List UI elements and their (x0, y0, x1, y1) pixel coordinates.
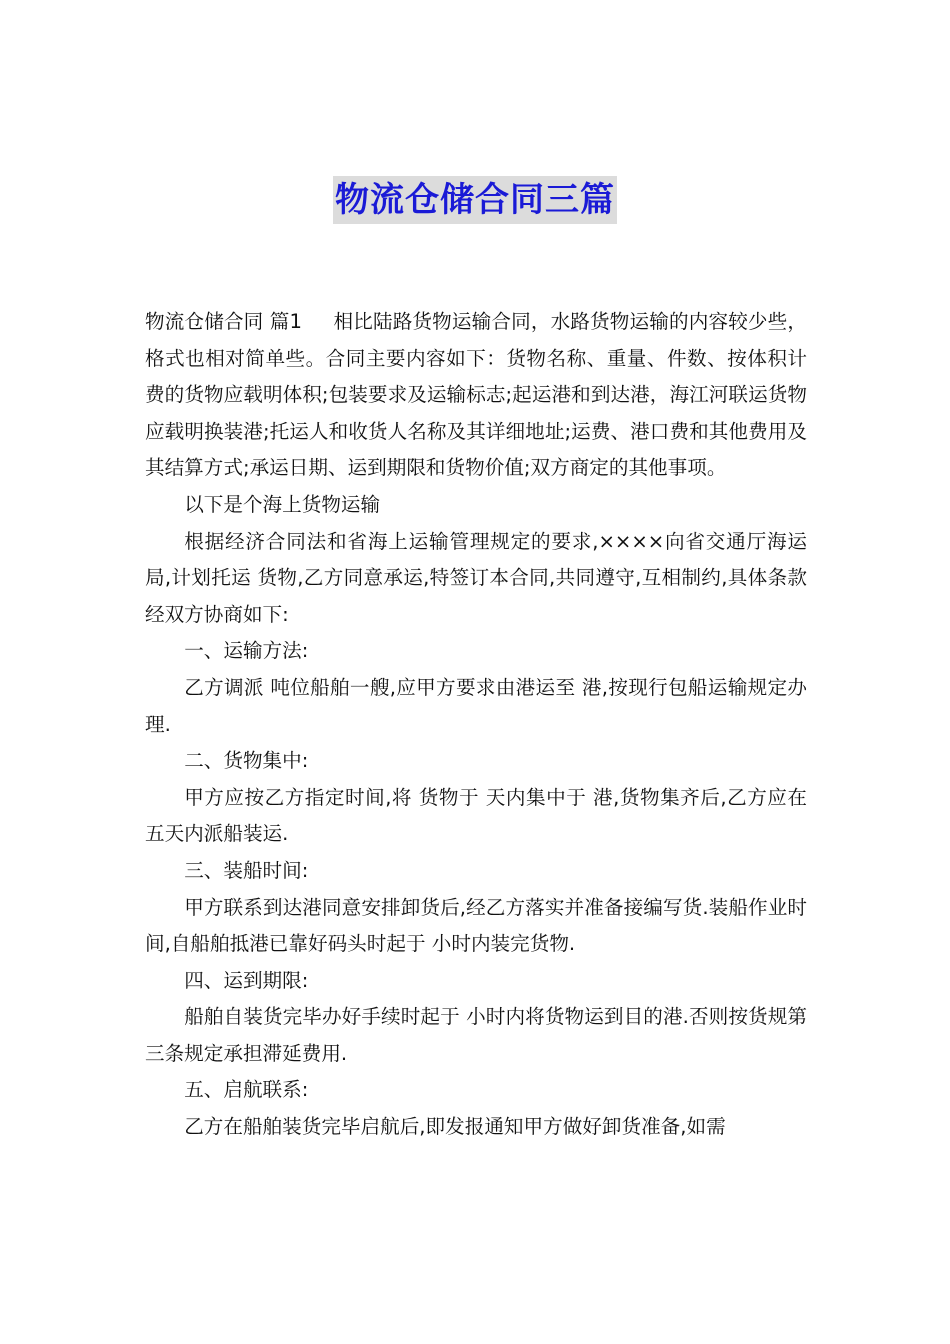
section-heading: 一、运输方法: (184, 639, 309, 663)
paragraph: 甲方应按乙方指定时间,将 货物于 天内集中于 港,货物集齐后,乙方应在五天内派船装运. (145, 785, 807, 846)
section-heading: 五、启航联系: (184, 1078, 309, 1102)
intro-text: 相比陆路货物运输合同，水路货物运输的内容较少些，格式也相对简单些。合同主要内容如下：货物名称、重量、件数、按体积计费的货物应载明体积;包装要求及运输标志;起运港和到达港，海江河联运货物应载明换装港;托运人和收货人名称及其详细地址;运费、港口费和其他费用及其结算方式;承运日期、运到期限和货物价值;双方商定的其他事项。 (145, 310, 807, 480)
page-title (0, 176, 950, 224)
paragraph: 乙方在船舶装货完毕启航后,即发报通知甲方做好卸货准备,如需 (184, 1115, 726, 1139)
paragraph: 以下是个海上货物运输 (184, 492, 381, 516)
section-heading: 三、装船时间: (184, 858, 309, 882)
section-heading: 四、运到期限: (184, 968, 309, 992)
paragraph: 船舶自装货完毕办好手续时起于 小时内将货物运到目的港.否则按货规第三条规定承担滞延费用. (145, 1005, 807, 1065)
section-heading: 二、货物集中: (184, 749, 309, 773)
paragraph: 甲方联系到达港同意安排卸货后,经乙方落实并准备接编写货.装船作业时间,自船舶抵港已靠好码头时起于 小时内装完货物. (145, 895, 807, 956)
paragraph: 根据经济合同法和省海上运输管理规定的要求,××××向省交通厅海运局,计划托运 货物,乙方同意承运,特签订本合同,共同遵守,互相制约,具体条款经双方协商如下: (145, 529, 807, 626)
paragraph: 乙方调派 吨位船舶一艘,应甲方要求由港运至 港,按现行包船运输规定办理. (145, 675, 807, 736)
page-title-text: 物流仓储合同三篇 (333, 176, 617, 224)
document-body (145, 304, 807, 1146)
contract-label: 物流仓储合同 篇1 (145, 310, 302, 333)
intro-paragraph (145, 304, 807, 487)
